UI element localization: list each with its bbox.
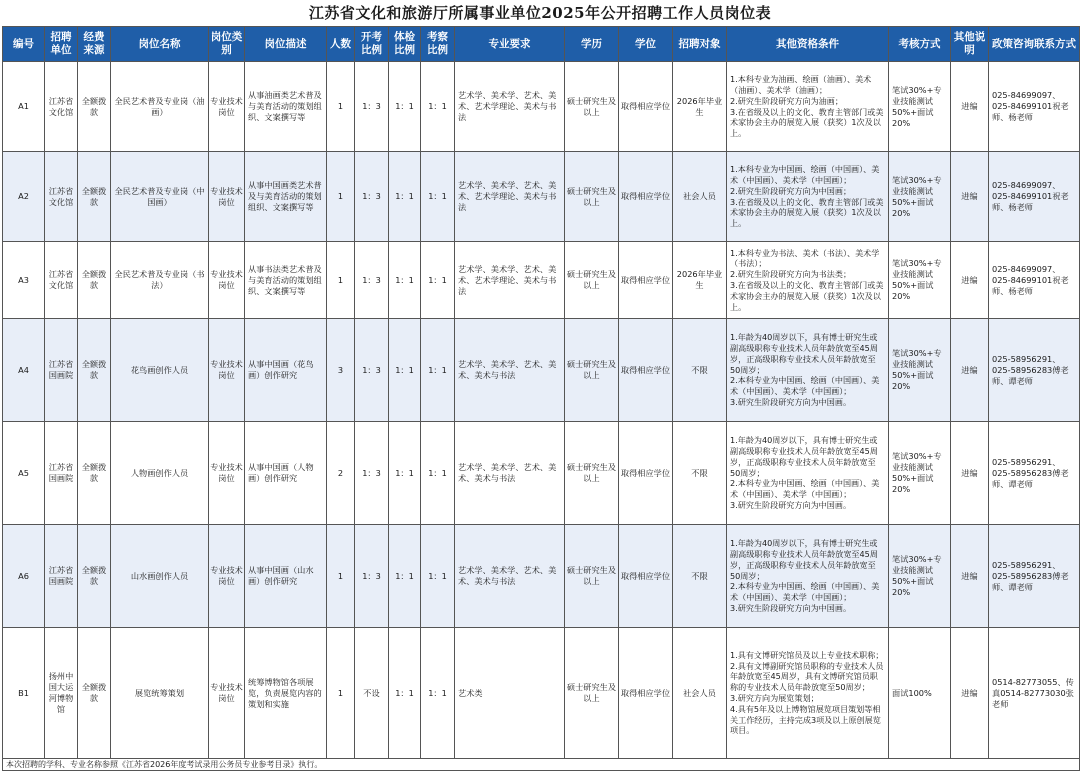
row-category: 专业技术岗位	[209, 152, 245, 242]
header-description: 岗位描述	[245, 27, 327, 62]
row-education: 硕士研究生及以上	[565, 319, 619, 422]
header-target: 招聘对象	[673, 27, 727, 62]
row-post: 全民艺术普及专业岗（油画）	[111, 62, 209, 152]
row-major: 艺术类	[455, 628, 565, 759]
row-category: 专业技术岗位	[209, 628, 245, 759]
row-fund: 全额拨款	[78, 422, 111, 525]
row-fund: 全额拨款	[78, 319, 111, 422]
row-target: 社会人员	[673, 628, 727, 759]
row-note: 进编	[951, 152, 989, 242]
row-contact: 025-58956291、025-58956283傅老师、谭老师	[989, 319, 1080, 422]
row-conditions: 1.年龄为40周岁以下，具有博士研究生或副高级职称专业技术人员年龄放宽至45周岁，正高级职称专业技术人员年龄放宽至50周岁； 2.本科专业为中国画、绘画（中国画）、美术（中国画）、美术学（中国画）； 3.研究生阶段研究方向为中国画。	[727, 525, 889, 628]
table-row	[3, 152, 1080, 242]
row-note: 进编	[951, 422, 989, 525]
row-target: 不限	[673, 422, 727, 525]
row-code: A5	[3, 422, 45, 525]
row-note: 进编	[951, 62, 989, 152]
row-note: 进编	[951, 628, 989, 759]
row-education: 硕士研究生及以上	[565, 242, 619, 319]
row-conditions: 1.本科专业为中国画、绘画（中国画）、美术（中国画）、美术学（中国画）； 2.研究生阶段研究方向为中国画； 3.在省级及以上的文化、教育主管部门或美术家协会主办的展览入展（获奖）1次及以上。	[727, 152, 889, 242]
row-category: 专业技术岗位	[209, 525, 245, 628]
row-inspect-ratio: 1：1	[421, 628, 455, 759]
row-major: 艺术学、美术学、艺术、美术、美术与书法	[455, 422, 565, 525]
row-unit: 江苏省文化馆	[45, 152, 78, 242]
row-inspect-ratio: 1：1	[421, 525, 455, 628]
row-fund: 全额拨款	[78, 242, 111, 319]
table-row	[3, 525, 1080, 628]
header-exam-ratio: 开考比例	[355, 27, 389, 62]
row-unit: 江苏省文化馆	[45, 242, 78, 319]
row-method: 笔试30%+专业技能测试50%+面试20%	[889, 62, 951, 152]
header-conditions: 其他资格条件	[727, 27, 889, 62]
row-target: 2026年毕业生	[673, 62, 727, 152]
table-row	[3, 319, 1080, 422]
row-description: 统筹博物馆各项展览，负责展览内容的策划和实施	[245, 628, 327, 759]
table-row	[3, 628, 1080, 759]
row-contact: 025-58956291、025-58956283傅老师、谭老师	[989, 422, 1080, 525]
row-description: 从事中国画（人物画）创作研究	[245, 422, 327, 525]
job-table	[2, 26, 1080, 771]
row-health-ratio: 1：1	[389, 628, 421, 759]
header-fund: 经费来源	[78, 27, 111, 62]
row-inspect-ratio: 1：1	[421, 152, 455, 242]
header-category: 岗位类别	[209, 27, 245, 62]
row-exam-ratio: 不设	[355, 628, 389, 759]
row-category: 专业技术岗位	[209, 62, 245, 152]
row-number: 2	[327, 422, 355, 525]
row-post: 全民艺术普及专业岗（中国画）	[111, 152, 209, 242]
page-title: 江苏省文化和旅游厅所属事业单位2025年公开招聘工作人员岗位表	[308, 4, 772, 22]
row-method: 笔试30%+专业技能测试50%+面试20%	[889, 319, 951, 422]
header-education: 学历	[565, 27, 619, 62]
header-health-ratio: 体检比例	[389, 27, 421, 62]
row-unit: 江苏省国画院	[45, 422, 78, 525]
row-post: 花鸟画创作人员	[111, 319, 209, 422]
row-target: 不限	[673, 319, 727, 422]
row-exam-ratio: 1：3	[355, 62, 389, 152]
row-target: 不限	[673, 525, 727, 628]
row-unit: 扬州中国大运河博物馆	[45, 628, 78, 759]
row-method: 笔试30%+专业技能测试50%+面试20%	[889, 525, 951, 628]
row-major: 艺术学、美术学、艺术、美术、艺术学理论、美术与书法	[455, 242, 565, 319]
row-code: A2	[3, 152, 45, 242]
row-target: 2026年毕业生	[673, 242, 727, 319]
row-degree: 取得相应学位	[619, 242, 673, 319]
row-code: A6	[3, 525, 45, 628]
row-unit: 江苏省国画院	[45, 525, 78, 628]
header-method: 考核方式	[889, 27, 951, 62]
row-method: 笔试30%+专业技能测试50%+面试20%	[889, 152, 951, 242]
row-number: 1	[327, 628, 355, 759]
row-category: 专业技术岗位	[209, 319, 245, 422]
row-number: 1	[327, 152, 355, 242]
row-education: 硕士研究生及以上	[565, 628, 619, 759]
row-conditions: 1.具有文博研究馆员及以上专业技术职称； 2.具有文博副研究馆员职称的专业技术人员年龄放宽至45周岁，具有文博研究馆员职称的专业技术人员年龄放宽至50周岁； 3.研究方向为展览策划； 4.具有5年及以上博物馆展览项目策划等相关工作经历，主持完成3项及以上原创展览项目。	[727, 628, 889, 759]
row-note: 进编	[951, 242, 989, 319]
row-unit: 江苏省国画院	[45, 319, 78, 422]
row-note: 进编	[951, 525, 989, 628]
row-exam-ratio: 1：3	[355, 422, 389, 525]
row-note: 进编	[951, 319, 989, 422]
row-education: 硕士研究生及以上	[565, 422, 619, 525]
row-degree: 取得相应学位	[619, 319, 673, 422]
row-conditions: 1.本科专业为书法、美术（书法）、美术学（书法）； 2.研究生阶段研究方向为书法类； 3.在省级及以上的文化、教育主管部门或美术家协会主办的展览入展（获奖）1次及以上。	[727, 242, 889, 319]
row-number: 1	[327, 525, 355, 628]
row-target: 社会人员	[673, 152, 727, 242]
header-inspect-ratio: 考察比例	[421, 27, 455, 62]
row-category: 专业技术岗位	[209, 242, 245, 319]
row-number: 3	[327, 319, 355, 422]
row-code: A1	[3, 62, 45, 152]
row-contact: 025-84699097、025-84699101祝老师、杨老师	[989, 242, 1080, 319]
row-number: 1	[327, 62, 355, 152]
row-conditions: 1.年龄为40周岁以下，具有博士研究生或副高级职称专业技术人员年龄放宽至45周岁，正高级职称专业技术人员年龄放宽至50周岁； 2.本科专业为中国画、绘画（中国画）、美术（中国画）、美术学（中国画）； 3.研究生阶段研究方向为中国画。	[727, 422, 889, 525]
row-degree: 取得相应学位	[619, 62, 673, 152]
row-inspect-ratio: 1：1	[421, 242, 455, 319]
row-fund: 全额拨款	[78, 628, 111, 759]
row-contact: 025-84699097、025-84699101祝老师、杨老师	[989, 152, 1080, 242]
row-degree: 取得相应学位	[619, 525, 673, 628]
row-exam-ratio: 1：3	[355, 525, 389, 628]
row-contact: 0514-82773055、传真0514-82773030张老师	[989, 628, 1080, 759]
row-major: 艺术学、美术学、艺术、美术、美术与书法	[455, 525, 565, 628]
row-inspect-ratio: 1：1	[421, 62, 455, 152]
row-post: 人物画创作人员	[111, 422, 209, 525]
row-fund: 全额拨款	[78, 525, 111, 628]
row-fund: 全额拨款	[78, 152, 111, 242]
row-description: 从事中国画（花鸟画）创作研究	[245, 319, 327, 422]
row-description: 从事中国画（山水画）创作研究	[245, 525, 327, 628]
row-post: 全民艺术普及专业岗（书法）	[111, 242, 209, 319]
row-major: 艺术学、美术学、艺术、美术、艺术学理论、美术与书法	[455, 152, 565, 242]
row-exam-ratio: 1：3	[355, 242, 389, 319]
row-education: 硕士研究生及以上	[565, 152, 619, 242]
row-exam-ratio: 1：3	[355, 152, 389, 242]
row-code: A4	[3, 319, 45, 422]
row-contact: 025-58956291、025-58956283傅老师、谭老师	[989, 525, 1080, 628]
row-conditions: 1.本科专业为油画、绘画（油画）、美术（油画）、美术学（油画）； 2.研究生阶段研究方向为油画； 3.在省级及以上的文化、教育主管部门或美术家协会主办的展览入展（获奖）1次及以上。	[727, 62, 889, 152]
row-degree: 取得相应学位	[619, 628, 673, 759]
row-major: 艺术学、美术学、艺术、美术、艺术学理论、美术与书法	[455, 62, 565, 152]
row-contact: 025-84699097、025-84699101祝老师、杨老师	[989, 62, 1080, 152]
header-note: 其他说明	[951, 27, 989, 62]
row-education: 硕士研究生及以上	[565, 525, 619, 628]
row-description: 从事中国画类艺术普及与美育活动的策划组织、文案撰写等	[245, 152, 327, 242]
row-unit: 江苏省文化馆	[45, 62, 78, 152]
row-major: 艺术学、美术学、艺术、美术、美术与书法	[455, 319, 565, 422]
header-unit: 招聘单位	[45, 27, 78, 62]
row-code: A3	[3, 242, 45, 319]
row-degree: 取得相应学位	[619, 152, 673, 242]
footer-row	[3, 759, 1080, 771]
footer-note: 本次招聘的学科、专业名称参照《江苏省2026年度考试录用公务员专业参考目录》执行。	[3, 759, 1080, 771]
header-code: 编号	[3, 27, 45, 62]
table-row	[3, 422, 1080, 525]
header-number: 人数	[327, 27, 355, 62]
header-degree: 学位	[619, 27, 673, 62]
row-category: 专业技术岗位	[209, 422, 245, 525]
header-major: 专业要求	[455, 27, 565, 62]
row-inspect-ratio: 1：1	[421, 422, 455, 525]
row-method: 笔试30%+专业技能测试50%+面试20%	[889, 422, 951, 525]
row-health-ratio: 1：1	[389, 525, 421, 628]
header-contact: 政策咨询联系方式	[989, 27, 1080, 62]
row-fund: 全额拨款	[78, 62, 111, 152]
row-health-ratio: 1：1	[389, 152, 421, 242]
row-inspect-ratio: 1：1	[421, 319, 455, 422]
row-method: 面试100%	[889, 628, 951, 759]
row-degree: 取得相应学位	[619, 422, 673, 525]
header-post: 岗位名称	[111, 27, 209, 62]
row-health-ratio: 1：1	[389, 422, 421, 525]
row-number: 1	[327, 242, 355, 319]
row-health-ratio: 1：1	[389, 242, 421, 319]
header-row	[3, 27, 1080, 62]
row-health-ratio: 1：1	[389, 319, 421, 422]
row-description: 从事油画类艺术普及与美育活动的策划组织、文案撰写等	[245, 62, 327, 152]
row-exam-ratio: 1：3	[355, 319, 389, 422]
row-description: 从事书法类艺术普及与美育活动的策划组织、文案撰写等	[245, 242, 327, 319]
table-row	[3, 62, 1080, 152]
row-post: 山水画创作人员	[111, 525, 209, 628]
row-method: 笔试30%+专业技能测试50%+面试20%	[889, 242, 951, 319]
row-health-ratio: 1：1	[389, 62, 421, 152]
row-education: 硕士研究生及以上	[565, 62, 619, 152]
table-row	[3, 242, 1080, 319]
row-conditions: 1.年龄为40周岁以下，具有博士研究生或副高级职称专业技术人员年龄放宽至45周岁，正高级职称专业技术人员年龄放宽至50周岁； 2.本科专业为中国画、绘画（中国画）、美术（中国画）、美术学（中国画）； 3.研究生阶段研究方向为中国画。	[727, 319, 889, 422]
row-code: B1	[3, 628, 45, 759]
row-post: 展览统筹策划	[111, 628, 209, 759]
